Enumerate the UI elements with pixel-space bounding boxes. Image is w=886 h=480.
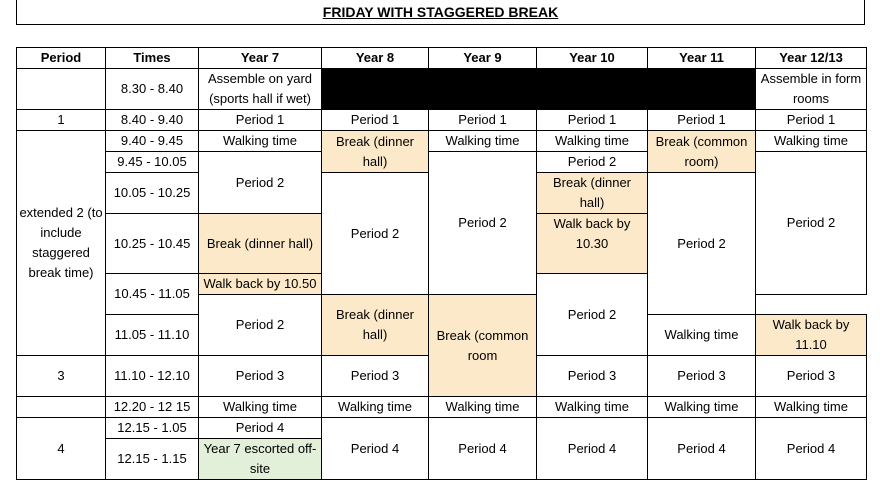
y8-break-cell: Break (dinner hall) [322,131,429,173]
header-year9: Year 9 [429,48,537,69]
walking-cell: Walking time [648,397,756,418]
period-cell [17,69,106,110]
time-cell: 12.15 - 1.15 [106,439,199,480]
time-cell: 11.05 - 11.10 [106,315,199,356]
y7-offsite-cell: Year 7 escorted off-site [199,439,322,480]
lesson-cell: Period 2 [199,295,322,356]
walking-cell: Walking time [756,397,867,418]
walking-cell: Walking time [429,131,537,152]
title-box [16,0,865,25]
walking-cell: Walking time [648,315,756,356]
lesson-cell: Period 3 [756,356,867,397]
walking-cell: Walking time [199,131,322,152]
walking-cell: Walking time [322,397,429,418]
lesson-cell: Period 4 [537,418,648,480]
y10-break-cell: Break (dinner hall) [537,173,648,214]
lesson-cell: Period 1 [199,110,322,131]
time-cell: 8.40 - 9.40 [106,110,199,131]
header-year7: Year 7 [199,48,322,69]
y12-assemble-cell: Assemble in form rooms [756,69,867,110]
lesson-cell: Period 3 [199,356,322,397]
time-cell: 10.05 - 10.25 [106,173,199,214]
lesson-cell: Period 4 [322,418,429,480]
header-year12-13: Year 12/13 [756,48,867,69]
lesson-cell: Period 2 [537,274,648,356]
period-cell: 1 [17,110,106,131]
lesson-cell: Period 2 [199,152,322,214]
period-cell: 4 [17,418,106,480]
lesson-cell: Period 2 [756,152,867,295]
lesson-cell: Period 1 [648,110,756,131]
walking-cell: Walking time [756,131,867,152]
timetable [16,47,867,480]
y7-break-cell: Break (dinner hall) [199,214,322,274]
lesson-cell: Period 4 [648,418,756,480]
lesson-cell: Period 4 [756,418,867,480]
table-row [17,69,867,110]
lesson-cell: Period 4 [429,418,537,480]
y10-walk-cell: Walk back by 10.30 [537,214,648,274]
lesson-cell: Period 1 [429,110,537,131]
header-year10: Year 10 [537,48,648,69]
table-row [17,397,867,418]
lesson-cell: Period 3 [648,356,756,397]
header-period: Period [17,48,106,69]
lesson-cell: Period 4 [199,418,322,439]
period-cell: 3 [17,356,106,397]
extended-period-cell: extended 2 (to include staggered break time) [17,131,106,356]
y12-break-cell: Break (common room [429,295,537,397]
lesson-cell: Period 1 [756,110,867,131]
lesson-cell: Period 2 [322,173,429,295]
header-year8: Year 8 [322,48,429,69]
time-cell: 9.45 - 10.05 [106,152,199,173]
page-title: FRIDAY WITH STAGGERED BREAK [322,4,559,20]
y9-walk-cell: Walk back by 11.10 [756,315,867,356]
time-cell: 12.15 - 1.05 [106,418,199,439]
lesson-cell: Period 2 [648,173,756,315]
period-cell [17,397,106,418]
walking-cell: Walking time [199,397,322,418]
time-cell: 8.30 - 8.40 [106,69,199,110]
time-cell: 11.10 - 12.10 [106,356,199,397]
time-cell: 10.25 - 10.45 [106,214,199,274]
lesson-cell: Period 3 [322,356,429,397]
header-year11: Year 11 [648,48,756,69]
walking-cell: Walking time [537,131,648,152]
header-times: Times [106,48,199,69]
y7-assemble-cell: Assemble on yard (sports hall if wet) [199,69,322,110]
time-cell: 12.20 - 12 15 [106,397,199,418]
blocked-cell [322,69,756,110]
table-row [17,418,867,439]
time-cell: 9.40 - 9.45 [106,131,199,152]
y9-break-cell: Break (dinner hall) [322,295,429,356]
y7-walk-cell: Walk back by 10.50 [199,274,322,295]
time-cell: 10.45 - 11.05 [106,274,199,315]
lesson-cell: Period 2 [537,152,648,173]
walking-cell: Walking time [537,397,648,418]
lesson-cell: Period 1 [537,110,648,131]
lesson-cell: Period 2 [429,152,537,295]
y11-break-cell: Break (common room) [648,131,756,173]
lesson-cell: Period 1 [322,110,429,131]
lesson-cell: Period 3 [537,356,648,397]
header-row [17,48,867,69]
walking-cell: Walking time [429,397,537,418]
table-row [17,110,867,131]
table-row [17,131,867,152]
